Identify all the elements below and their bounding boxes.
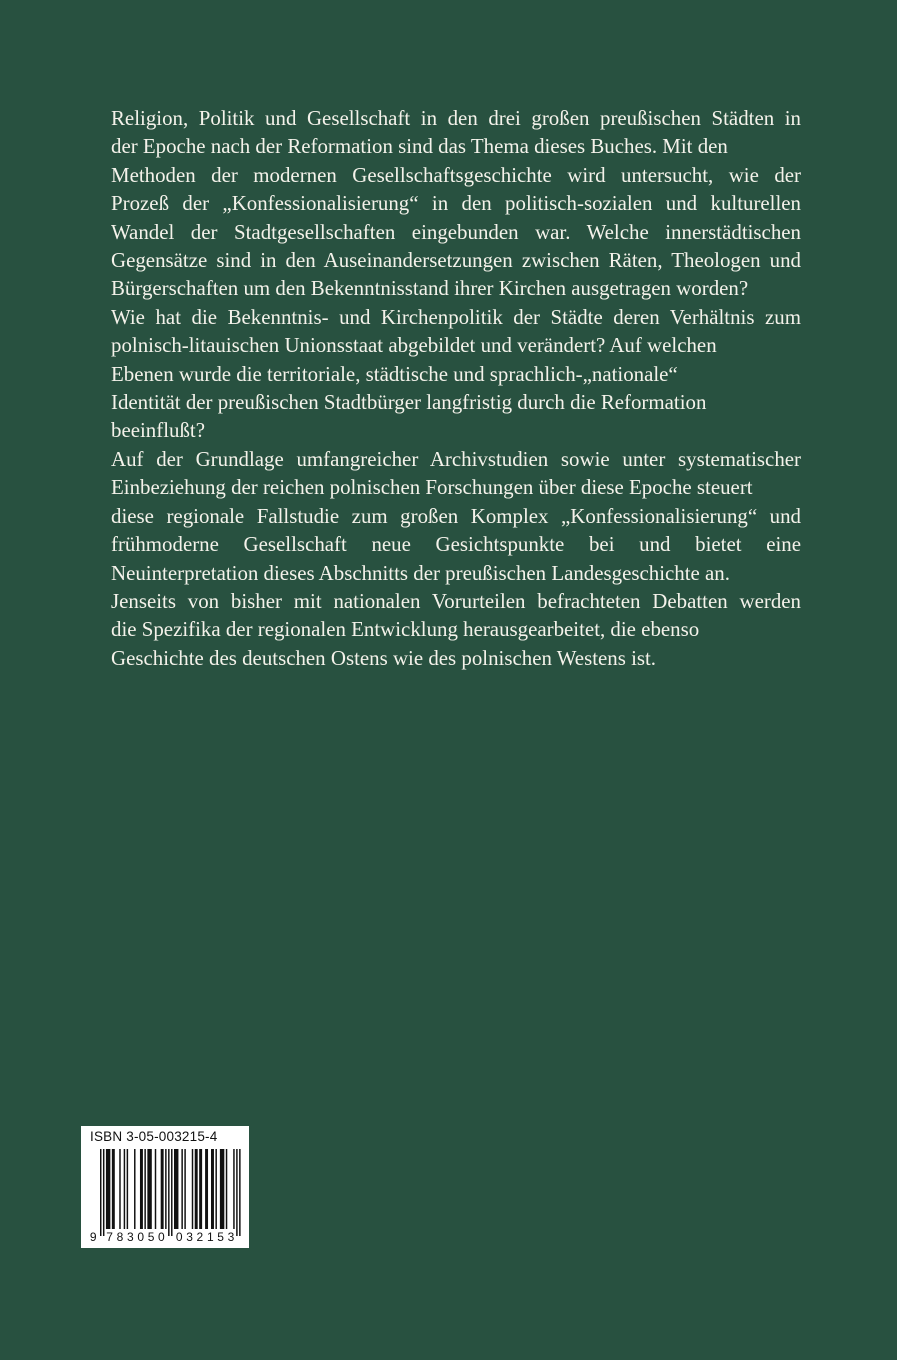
description-line: Bürgerschaften um den Bekenntnisstand ihrer Kirchen ausgetragen worden? (111, 276, 749, 301)
description-line: Auf der Grundlage umfangreicher Archivstudien sowie unter systematischer (111, 446, 801, 471)
barcode-digit: 1 (206, 1230, 214, 1244)
barcode-bar (195, 1149, 198, 1229)
barcode-bar (236, 1149, 237, 1236)
description-line: diese regionale Fallstudie zum großen Komplex „Konfessionalisierung“ und (111, 503, 801, 528)
description-line: die Spezifika der regionalen Entwicklung herausgearbeitet, die ebenso (111, 617, 700, 642)
barcode-bar (171, 1149, 172, 1236)
barcode-bar (199, 1149, 202, 1229)
description-line: Prozeß der „Konfessionalisierung“ in den politisch-sozialen und kulturellen (111, 191, 801, 216)
barcode-digit: 3 (127, 1230, 134, 1244)
barcode-digit: 3 (227, 1230, 235, 1244)
barcode-digit: 5 (217, 1230, 224, 1244)
barcode-digit: 7 (106, 1230, 113, 1244)
barcode-digit: 0 (158, 1230, 165, 1244)
barcode-bar (140, 1149, 143, 1229)
barcode-bar (239, 1149, 240, 1236)
barcode-bar (192, 1149, 193, 1229)
barcode-bar (124, 1149, 125, 1229)
back-cover-description (111, 104, 801, 672)
barcode-bar (165, 1149, 166, 1229)
barcode-bar (127, 1149, 128, 1229)
description-line: Wie hat die Bekenntnis- und Kirchenpolitik der Städte deren Verhältnis zum (111, 304, 801, 329)
barcode-bar (226, 1149, 227, 1229)
barcode-digit: 2 (196, 1230, 204, 1244)
barcode-digit: 9 (89, 1230, 97, 1244)
barcode-bar (220, 1149, 224, 1229)
barcode-digit: 0 (137, 1230, 145, 1244)
description-line: Neuinterpretation dieses Abschnitts der preußischen Landesgeschichte an. (111, 560, 730, 585)
barcode-bar (181, 1149, 182, 1229)
barcode-digit: 8 (116, 1230, 124, 1244)
barcode-bar (211, 1149, 214, 1229)
description-line: Wandel der Stadtgesellschaften eingebunden war. Welche innerstädtischen (111, 219, 801, 244)
description-line: Gegensätze sind in den Auseinandersetzungen zwischen Räten, Theologen und (111, 248, 801, 273)
barcode-bar (215, 1149, 216, 1229)
isbn-label: ISBN 3-05-003215-4 (90, 1129, 218, 1144)
description-line: Jenseits von bisher mit nationalen Vorurteilen befrachteten Debatten werden (111, 588, 801, 613)
barcode-bar (205, 1149, 208, 1229)
description-line: frühmoderne Gesellschaft neue Gesichtspunkte bei und bietet eine (111, 532, 801, 557)
description-line: Geschichte des deutschen Ostens wie des polnischen Westens ist. (111, 645, 657, 670)
barcode-bar (112, 1149, 115, 1229)
description-line: der Epoche nach der Reformation sind das Thema dieses Buches. Mit den (111, 134, 728, 159)
barcode-bar (100, 1149, 101, 1236)
barcode-bar (161, 1149, 164, 1229)
barcode-bar (147, 1149, 151, 1229)
barcode-bar (103, 1149, 104, 1236)
description-line: Religion, Politik und Gesellschaft in den drei großen preußischen Städten in (111, 106, 801, 130)
barcode-digit: 3 (186, 1230, 193, 1244)
isbn-barcode-block (81, 1126, 249, 1248)
description-line: Ebenen wurde die territoriale, städtische und sprachlich-„nationale“ (111, 361, 678, 386)
barcode-bar (144, 1149, 145, 1229)
description-line: Einbeziehung der reichen polnischen Forschungen über diese Epoche steuert (111, 475, 753, 500)
barcode-digit: 5 (147, 1230, 155, 1244)
barcode-bar (233, 1149, 234, 1229)
barcode-bar (119, 1149, 120, 1229)
barcode-bar (155, 1149, 156, 1229)
barcode-bar (106, 1149, 110, 1229)
barcode-bar (184, 1149, 185, 1229)
barcode-bar (168, 1149, 169, 1236)
description-line: beeinflußt? (111, 418, 205, 443)
description-line: Methoden der modernen Gesellschaftsgeschichte wird untersucht, wie der (111, 162, 801, 187)
barcode-digit: 0 (175, 1230, 183, 1244)
barcode-bar (134, 1149, 135, 1229)
description-line: polnisch-litauischen Unionsstaat abgebildet und verändert? Auf welchen (111, 333, 717, 358)
description-line: Identität der preußischen Stadtbürger langfristig durch die Reformation (111, 390, 707, 415)
barcode-bar (174, 1149, 178, 1229)
